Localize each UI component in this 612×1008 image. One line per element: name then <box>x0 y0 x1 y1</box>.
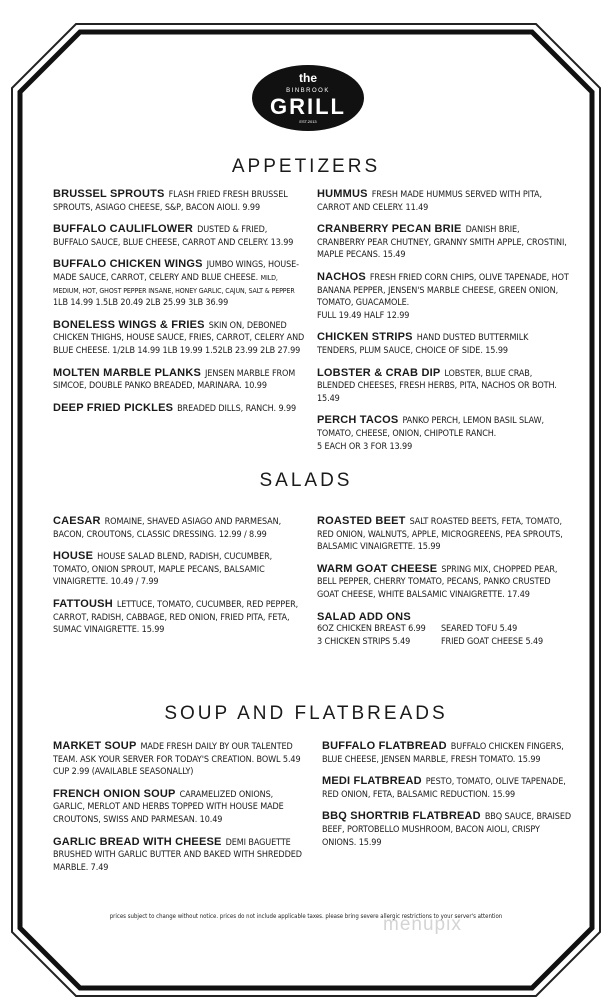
menu-item-description: HAND DUSTED BUTTERMILK TENDERS, PLUM SAUCE, CHOICE OF SIDE. 15.99 <box>317 333 529 356</box>
menu-item-description: HOUSE SALAD BLEND, RADISH, CUCUMBER, TOMATO, ONION SPROUT, MAPLE PECANS, BALSAMIC VINAIGRETTE. 10.49 / 7.99 <box>53 552 273 588</box>
logo-grill: GRILL <box>270 94 346 119</box>
menu-item-description: PESTO, TOMATO, OLIVE TAPENADE, RED ONION, FETA, BALSAMIC REDUCTION. 15.99 <box>322 777 566 800</box>
menu-item-name: NACHOS <box>317 270 366 283</box>
menu-item <box>53 402 305 416</box>
menu-item <box>53 319 305 358</box>
menu-item-description: PANKO PERCH, LEMON BASIL SLAW, TOMATO, CHEESE, ONION, CHIPOTLE RANCH. <box>317 416 544 439</box>
menu-item <box>317 188 569 214</box>
flatbreads-right-column <box>322 740 572 858</box>
menu-item-name: MEDI FLATBREAD <box>322 775 422 788</box>
menu-item <box>53 223 305 249</box>
appetizers-left-column <box>53 188 305 424</box>
logo-binbrook: BINBROOK <box>286 88 330 94</box>
menu-item <box>317 367 569 406</box>
menu-item-name: FATTOUSH <box>53 597 113 610</box>
menu-item <box>53 740 305 779</box>
menu-item <box>317 271 569 322</box>
menu-item-name: HOUSE <box>53 550 94 563</box>
menu-item <box>53 598 305 637</box>
watermark: menupix <box>383 914 462 935</box>
menu-item-description: JUMBO WINGS, HOUSE-MADE SAUCE, CARROT, CELERY AND BLUE CHEESE. <box>53 260 299 283</box>
menu-item-description: BREADED DILLS, RANCH. 9.99 <box>177 403 297 414</box>
menu-item <box>53 258 305 309</box>
menu-item-description: FRESH FRIED CORN CHIPS, OLIVE TAPENADE, HOT BANANA PEPPER, JENSEN'S MARBLE CHEESE, GREEN ONION, TOMATO, GUACAMOLE. <box>317 272 569 309</box>
menu-item-name: FRENCH ONION SOUP <box>53 787 176 800</box>
menu-item-description: MADE FRESH DAILY BY OUR TALENTED TEAM. ASK YOUR SERVER FOR TODAY'S CREATION. BOWL 5.49 CUP 2.99 (AVAILABLE SEASONALLY) <box>53 742 301 778</box>
menu-item <box>322 810 572 849</box>
menu-item <box>53 367 305 393</box>
menu-item <box>53 515 305 541</box>
menu-item-description: ROMAINE, SHAVED ASIAGO AND PARMESAN, BACON, CROUTONS, CLASSIC DRESSING. 12.99 / 8.99 <box>53 517 282 540</box>
menu-item <box>317 331 569 357</box>
menu-item-description: LETTUCE, TOMATO, CUCUMBER, RED PEPPER, CARROT, RADISH, CABBAGE, RED ONION, FRIED PITA, FETA, SUMAC VINAIGRETTE. 15.99 <box>53 599 299 636</box>
footer-disclaimer: prices subject to change without notice. prices do not include applicable taxes. please bring severe allergic restrictions to your server's attention <box>109 913 503 920</box>
menu-item <box>317 515 569 554</box>
menu-item-name: BONELESS WINGS & FRIES <box>53 318 205 331</box>
menu-item-name: CRANBERRY PECAN BRIE <box>317 223 462 236</box>
menu-item-description: DUSTED & FRIED, BUFFALO SAUCE, BLUE CHEESE, CARROT AND CELERY. 13.99 <box>53 225 294 248</box>
soup-left-column <box>53 740 305 883</box>
menu-item-description: CARAMELIZED ONIONS, GARLIC, MERLOT AND HERBS TOPPED WITH HOUSE MADE CROUTONS, SWISS AND PARMESAN. 10.49 <box>53 789 284 825</box>
menu-item-name: LOBSTER & CRAB DIP <box>317 366 441 379</box>
salad-addon-item: FRIED GOAT CHEESE 5.49 <box>441 636 544 647</box>
menu-item-description: JENSEN MARBLE FROM SIMCOE, DOUBLE PANKO BREADED, MARINARA. 10.99 <box>53 368 296 392</box>
menu-item-prices: 1LB 14.99 1.5LB 20.49 2LB 25.99 3LB 36.99 <box>53 298 229 309</box>
menu-item-description: DEMI BAGUETTE BRUSHED WITH GARLIC BUTTER AND BAKED WITH SHREDDED MARBLE. 7.49 <box>53 837 302 873</box>
menu-item-name: BUFFALO FLATBREAD <box>322 740 447 752</box>
salad-addon-item: SEARED TOFU 5.49 <box>441 624 518 635</box>
restaurant-logo <box>251 64 365 132</box>
section-title-salads: SALADS <box>259 470 353 491</box>
section-title-soup-flatbreads: SOUP AND FLATBREADS <box>164 703 448 724</box>
menu-item-name: CHICKEN STRIPS <box>317 331 413 344</box>
menu-item <box>317 223 569 262</box>
menu-item-prices: FULL 19.49 HALF 12.99 <box>317 310 410 321</box>
menu-item <box>322 740 572 766</box>
salad-addon-item: 3 CHICKEN STRIPS 5.49 <box>317 636 411 647</box>
menu-item-name: WARM GOAT CHEESE <box>317 562 438 575</box>
menu-item <box>53 836 305 875</box>
menu-item-flavours: MILD, MEDIUM, HOT, GHOST PEPPER INSANE, HONEY GARLIC, CAJUN, SALT & PEPPER <box>53 273 295 295</box>
menu-item-name: BRUSSEL SPROUTS <box>53 188 165 200</box>
menu-item <box>317 563 569 602</box>
menu-item-name: HUMMUS <box>317 188 368 200</box>
menu-item-description: FRESH MADE HUMMUS SERVED WITH PITA, CARROT AND CELERY. 11.49 <box>317 190 542 213</box>
menu-item <box>317 414 569 453</box>
menu-item-name: CAESAR <box>53 515 101 527</box>
menu-item <box>53 188 305 214</box>
menu-item-name: DEEP FRIED PICKLES <box>53 401 174 414</box>
menu-item-description: SALT ROASTED BEETS, FETA, TOMATO, RED ONION, WALNUTS, APPLE, MICROGREENS, PEA SPROUTS, BALSAMIC VINAIGRETTE. 15.99 <box>317 517 563 553</box>
menu-item <box>53 788 305 827</box>
menu-item-description: SKIN ON, DEBONED CHICKEN THIGHS, HOUSE SAUCE, FRIES, CARROT, CELERY AND BLUE CHEESE. 1/2LB 14.99 1LB 19.99 1.52LB 23.99 2LB 27.99 <box>53 320 305 356</box>
menu-item-name: BUFFALO CHICKEN WINGS <box>53 258 203 271</box>
menu-item-name: GARLIC BREAD WITH CHEESE <box>53 835 222 848</box>
menu-item-name: BBQ SHORTRIB FLATBREAD <box>322 810 481 823</box>
salad-addons <box>317 611 569 649</box>
menu-item-name: BUFFALO CAULIFLOWER <box>53 223 194 236</box>
salad-addon-item: 6OZ CHICKEN BREAST 6.99 <box>317 624 426 635</box>
menu-item-description: FLASH FRIED FRESH BRUSSEL SPROUTS, ASIAGO CHEESE, S&P, BACON AIOLI. 9.99 <box>53 190 288 213</box>
menu-item-description: DANISH BRIE, CRANBERRY PEAR CHUTNEY, GRANNY SMITH APPLE, CROSTINI, MAPLE PECANS. 15.49 <box>317 225 567 261</box>
menu-item-description: BUFFALO CHICKEN FINGERS, BLUE CHEESE, JENSEN MARBLE, FRESH TOMATO. 15.99 <box>322 742 564 765</box>
menu-item-description: BBQ SAUCE, BRAISED BEEF, PORTOBELLO MUSHROOM, BACON AIOLI, CRISPY ONIONS. 15.99 <box>322 812 571 848</box>
menu-item <box>53 550 305 589</box>
salad-addons-list <box>317 623 569 648</box>
menu-item-description: LOBSTER, BLUE CRAB, BLENDED CHEESES, FRESH HERBS, PITA, NACHOS OR BOTH. 15.49 <box>317 368 557 404</box>
appetizers-right-column <box>317 188 569 462</box>
menu-item-description: SPRING MIX, CHOPPED PEAR, BELL PEPPER, CHERRY TOMATO, PECANS, PANKO CRUSTED GOAT CHEESE, WHITE BALSAMIC VINAIGRETTE. 17.49 <box>317 564 558 600</box>
salad-addons-title: SALAD ADD ONS <box>317 610 411 623</box>
menu-item-name: ROASTED BEET <box>317 515 406 527</box>
salads-right-column <box>317 515 569 657</box>
menu-item-prices: 5 EACH OR 3 FOR 13.99 <box>317 441 413 452</box>
menu-item-name: PERCH TACOS <box>317 414 399 427</box>
salads-left-column <box>53 515 305 646</box>
logo-the: the <box>299 71 317 85</box>
menu-item <box>322 775 572 801</box>
menu-item-name: MOLTEN MARBLE PLANKS <box>53 366 202 379</box>
logo-est: EST.2013 <box>299 119 317 124</box>
menu-item-name: MARKET SOUP <box>53 740 137 752</box>
section-title-appetizers: APPETIZERS <box>231 156 381 177</box>
